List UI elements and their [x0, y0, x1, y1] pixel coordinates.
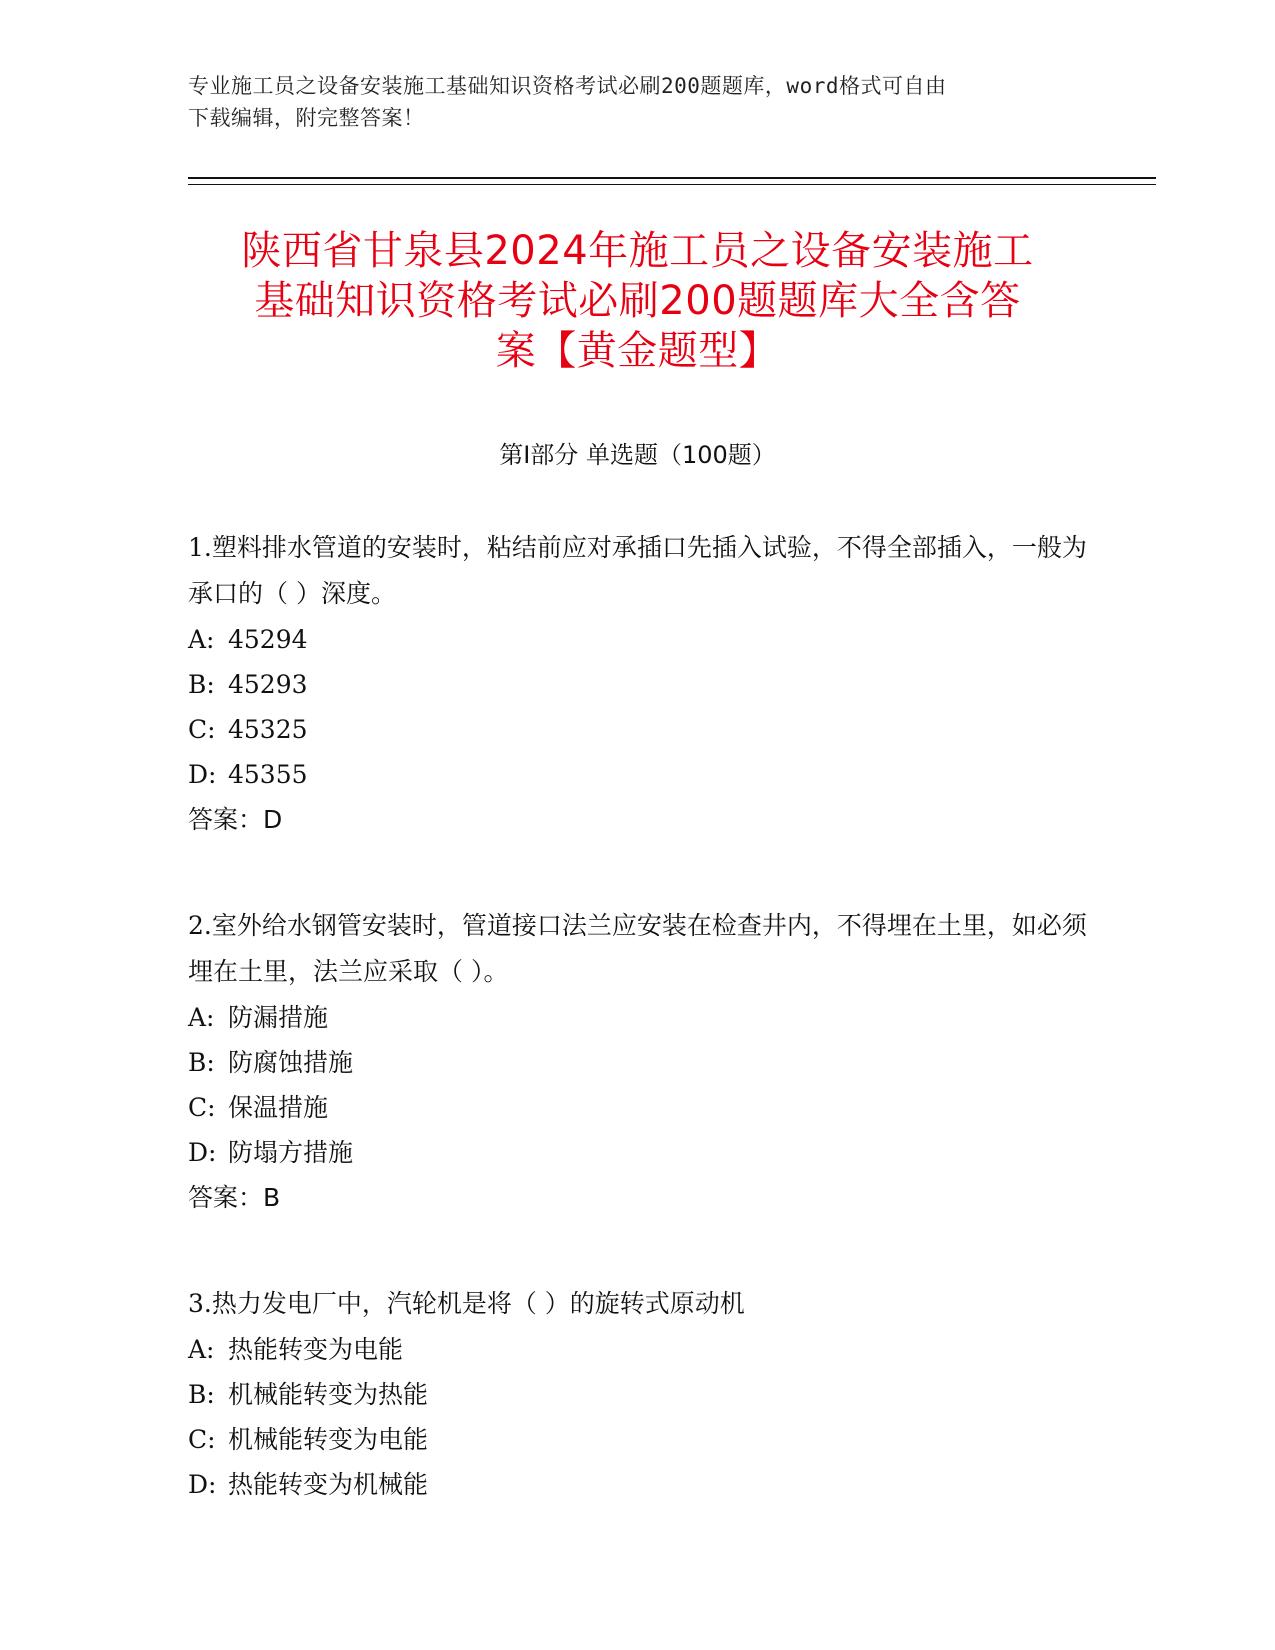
option-text: 热能转变为机械能	[228, 1470, 429, 1499]
option-c	[188, 707, 1088, 752]
option-b	[188, 1040, 1088, 1085]
option-d	[188, 752, 1088, 797]
option-text: 防腐蚀措施	[228, 1048, 354, 1077]
option-letter: A:	[188, 1335, 215, 1364]
option-b	[188, 1372, 1088, 1417]
option-text: 保温措施	[228, 1093, 329, 1122]
option-b	[188, 662, 1088, 707]
option-text: 机械能转变为电能	[228, 1425, 429, 1454]
option-letter: A:	[188, 625, 215, 654]
question-list	[188, 525, 1088, 1567]
question-1	[188, 525, 1088, 843]
option-text: 45293	[228, 670, 308, 699]
option-letter: A:	[188, 1003, 215, 1032]
question-stem: 1.塑料排水管道的安装时，粘结前应对承插口先插入试验，不得全部插入，一般为承口的（ ）深度。	[188, 533, 1087, 608]
option-letter: B:	[188, 1380, 215, 1409]
question-2	[188, 903, 1088, 1221]
header-line-1: 专业施工员之设备安装施工基础知识资格考试必刷200题题库，word格式可自由	[188, 74, 947, 98]
option-a	[188, 995, 1088, 1040]
option-text: 45294	[228, 625, 308, 654]
section-heading: 第Ⅰ部分 单选题（100题）	[499, 441, 776, 469]
question-stem: 3.热力发电厂中，汽轮机是将（ ）的旋转式原动机	[188, 1289, 745, 1318]
option-a	[188, 1327, 1088, 1372]
question-3	[188, 1281, 1088, 1507]
option-letter: B:	[188, 670, 215, 699]
option-text: 45355	[228, 760, 308, 789]
option-letter: D:	[188, 1470, 217, 1499]
option-c	[188, 1417, 1088, 1462]
option-d	[188, 1462, 1088, 1507]
option-letter: C:	[188, 1425, 216, 1454]
option-text: 机械能转变为热能	[228, 1380, 429, 1409]
header-line-2: 下载编辑，附完整答案！	[188, 106, 425, 130]
option-letter: C:	[188, 1093, 216, 1122]
option-c	[188, 1085, 1088, 1130]
option-text: 45325	[228, 715, 308, 744]
option-letter: B:	[188, 1048, 215, 1077]
option-letter: D:	[188, 1138, 217, 1167]
header-divider-thin	[188, 184, 1156, 185]
answer: 答案：D	[188, 805, 283, 834]
header-divider-thick	[188, 177, 1156, 179]
title-line-1: 陕西省甘泉县2024年施工员之设备安装施工	[241, 228, 1034, 274]
option-text: 防塌方措施	[228, 1138, 354, 1167]
option-text: 防漏措施	[228, 1003, 329, 1032]
option-text: 热能转变为电能	[228, 1335, 404, 1364]
title-line-3: 案【黄金题型】	[495, 328, 780, 374]
question-stem: 2.室外给水钢管安装时，管道接口法兰应安装在检查井内，不得埋在土里，如必须埋在土里，法兰应采取（ ）。	[188, 911, 1087, 986]
option-letter: C:	[188, 715, 216, 744]
option-a	[188, 617, 1088, 662]
document-title	[160, 226, 1115, 376]
option-letter: D:	[188, 760, 217, 789]
option-d	[188, 1130, 1088, 1175]
page-header	[188, 70, 1078, 134]
answer: 答案：B	[188, 1183, 281, 1212]
title-line-2: 基础知识资格考试必刷200题题库大全含答	[254, 278, 1021, 324]
